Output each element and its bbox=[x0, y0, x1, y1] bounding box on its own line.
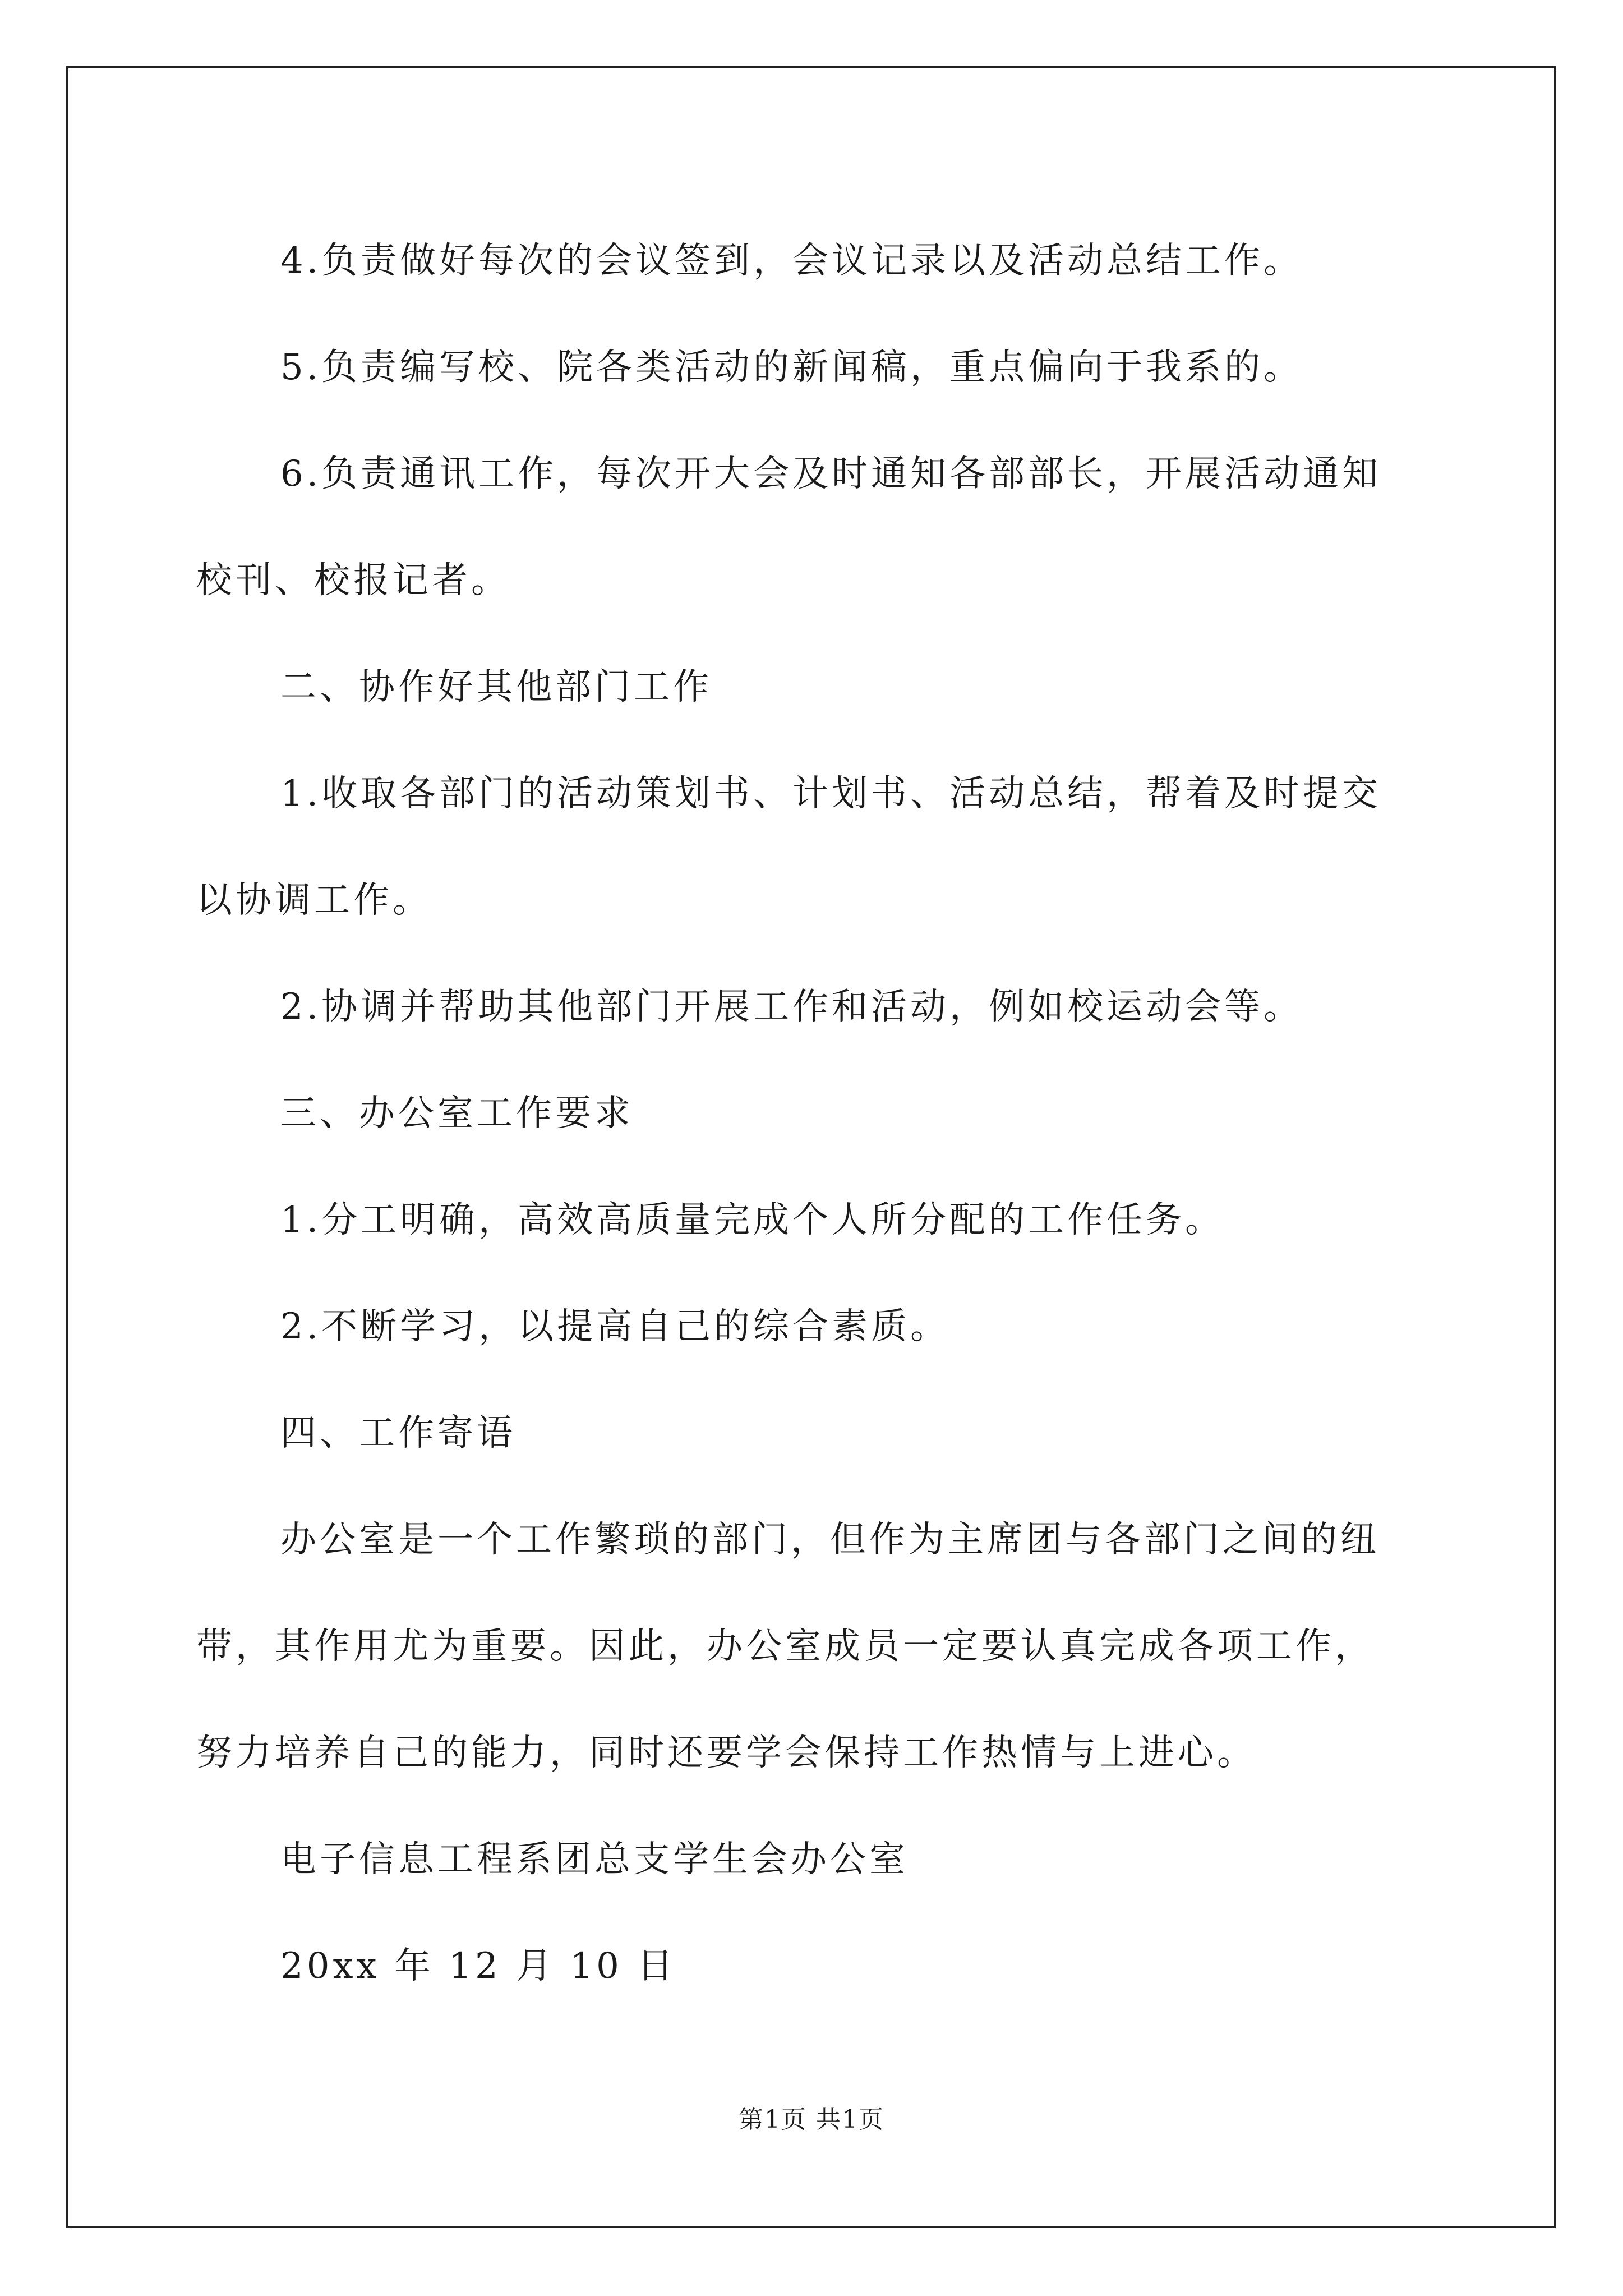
paragraph-section2-item-1-continued: 以协调工作。 bbox=[196, 880, 432, 921]
section-heading-3: 三、办公室工作要求 bbox=[280, 1093, 634, 1134]
paragraph-item-4: 4.负责做好每次的会议签到，会议记录以及活动总结工作。 bbox=[280, 240, 1303, 282]
section-heading-2: 二、协作好其他部门工作 bbox=[280, 666, 712, 708]
document-body bbox=[196, 208, 1430, 2019]
paragraph-item-5: 5.负责编写校、院各类活动的新闻稿，重点偏向于我系的。 bbox=[280, 347, 1303, 388]
paragraph-section3-item-2: 2.不断学习，以提高自己的综合素质。 bbox=[280, 1306, 950, 1347]
signature-organization: 电子信息工程系团总支学生会办公室 bbox=[280, 1839, 909, 1880]
paragraph-item-6: 6.负责通讯工作，每次开大会及时通知各部部长，开展活动通知 bbox=[280, 453, 1382, 495]
closing-paragraph-line-3: 努力培养自己的能力，同时还要学会保持工作热情与上进心。 bbox=[196, 1732, 1256, 1774]
closing-paragraph-line-2: 带，其作用尤为重要。因此，办公室成员一定要认真完成各项工作， bbox=[196, 1626, 1374, 1667]
page-number-footer: 第1页 共1页 bbox=[739, 2105, 884, 2134]
signature-date: 20xx 年 12 月 10 日 bbox=[280, 1945, 677, 1987]
paragraph-item-6-continued: 校刊、校报记者。 bbox=[196, 560, 510, 601]
paragraph-section3-item-1: 1.分工明确，高效高质量完成个人所分配的工作任务。 bbox=[280, 1199, 1225, 1241]
paragraph-section2-item-1: 1.收取各部门的活动策划书、计划书、活动总结，帮着及时提交 bbox=[280, 773, 1382, 815]
paragraph-section2-item-2: 2.协调并帮助其他部门开展工作和活动，例如校运动会等。 bbox=[280, 986, 1303, 1028]
closing-paragraph-line-1: 办公室是一个工作繁琐的部门，但作为主席团与各部门之间的纽 bbox=[280, 1519, 1380, 1561]
section-heading-4: 四、工作寄语 bbox=[280, 1412, 516, 1454]
